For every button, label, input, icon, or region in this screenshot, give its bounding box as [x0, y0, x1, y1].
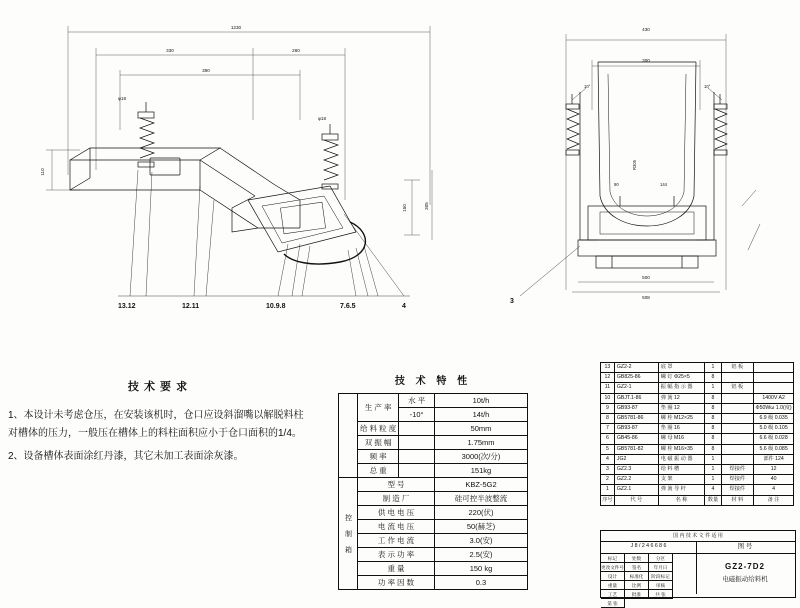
- bom-code: GB825-86: [614, 373, 658, 383]
- tech-sub: [399, 422, 435, 436]
- bom-material: [721, 444, 754, 454]
- bom-no: 5: [601, 444, 615, 454]
- bom-code: GB5781-82: [614, 444, 658, 454]
- bom-material: 焊接件: [721, 465, 754, 475]
- bom-no: 2: [601, 475, 615, 485]
- tb-field: 比例: [625, 581, 649, 590]
- bom-no: 12: [601, 373, 615, 383]
- bom-no: 13: [601, 363, 615, 373]
- tech-key: 生 产 率: [358, 394, 399, 422]
- technical-requirement-item: 2、设备槽体表面涂红丹漆，其它未加工表面涂灰漆。: [8, 451, 244, 463]
- bom-header-mat: 材 料: [721, 495, 754, 505]
- svg-text:330: 330: [166, 48, 174, 53]
- table-row: [601, 363, 794, 373]
- bom-name: 螺 栓 M16×35: [658, 444, 705, 454]
- table-row: [339, 520, 528, 534]
- svg-text:10°: 10°: [584, 84, 591, 89]
- tb-field: 标准化: [625, 572, 649, 581]
- bom-table: [600, 362, 794, 506]
- table-row: [601, 383, 794, 393]
- tech-value: KBZ-5G2: [434, 478, 527, 492]
- tech-group-label: [339, 394, 358, 478]
- bom-qty: 1: [705, 363, 721, 373]
- bom-qty: 1: [705, 465, 721, 475]
- bom-code: GZ2.2: [614, 475, 658, 485]
- title-block-top-note: 国 内 技 术 文 件 适 用: [601, 531, 795, 542]
- bom-header-name: 名 称: [658, 495, 705, 505]
- bom-code: GB93-87: [614, 403, 658, 413]
- table-row: [601, 403, 794, 413]
- technical-requirements-title: 技 术 要 求: [127, 381, 189, 393]
- bom-material: 铝 板: [721, 363, 754, 373]
- table-row: [339, 422, 528, 436]
- technical-requirements-block: [8, 378, 308, 472]
- bom-qty: 8: [705, 434, 721, 444]
- bom-qty: 8: [705, 373, 721, 383]
- bom-name: 弹 簧 12: [658, 393, 705, 403]
- tech-value: 150 kg: [434, 562, 527, 576]
- tech-value: 1.75mm: [434, 436, 527, 450]
- table-row: [601, 475, 794, 485]
- table-row: [339, 562, 528, 576]
- svg-text:144: 144: [660, 182, 667, 187]
- bom-name: 底 罩: [658, 363, 705, 373]
- tech-key: 重 量: [358, 562, 435, 576]
- bom-qty: 1: [705, 454, 721, 464]
- tech-key: 供 电 电 压: [358, 506, 435, 520]
- bom-code: GZ2-1: [614, 383, 658, 393]
- bom-note: 4: [754, 485, 794, 495]
- tech-sub: 水 平: [399, 394, 435, 408]
- bom-name: 螺 栓 M12×25: [658, 414, 705, 424]
- tb-field: 审核: [649, 581, 673, 590]
- tech-value: 151kg: [434, 464, 527, 478]
- technical-requirement-item: 1、本设计未考虑仓压，在安装该机时，仓口应设斜溜嘴以解脱料柱对槽体的压力，一般压在槽体上的料柱面积应小于仓口面积的1/4。: [8, 410, 304, 439]
- tech-key: 电 流 电 压: [358, 520, 435, 534]
- svg-text:305: 305: [424, 202, 429, 210]
- table-row: [339, 576, 528, 590]
- bom-no: 9: [601, 403, 615, 413]
- bom-code: GZ2-2: [614, 363, 658, 373]
- bom-no: 3: [601, 465, 615, 475]
- tech-value: 50(赫芝): [434, 520, 527, 534]
- bom-qty: 1: [705, 475, 721, 485]
- tech-value: 220(伏): [434, 506, 527, 520]
- bom-qty: 8: [705, 414, 721, 424]
- bom-qty: 8: [705, 424, 721, 434]
- tech-value: 50mm: [434, 422, 527, 436]
- title-block-drawing-no-label: 图 号: [737, 543, 753, 550]
- tb-field: 处数: [625, 554, 649, 563]
- tech-value: 3.0(安): [434, 534, 527, 548]
- tb-field: 更改文件号: [601, 564, 624, 570]
- tech-sub: [399, 464, 435, 478]
- svg-text:508: 508: [642, 295, 650, 300]
- callout-3: 3: [510, 298, 514, 305]
- table-row: [339, 478, 528, 492]
- bom-name: 给 料 槽: [658, 465, 705, 475]
- callout-7-6-5: 7.6.5: [340, 303, 356, 310]
- bom-material: [721, 424, 754, 434]
- tb-field: 阶段标记: [649, 572, 673, 581]
- bom-no: 7: [601, 424, 615, 434]
- table-row: [339, 534, 528, 548]
- bom-header-qty: 数量: [705, 495, 721, 505]
- table-row: [601, 465, 794, 475]
- bom-code: JG2: [614, 454, 658, 464]
- svg-text:150: 150: [402, 204, 407, 212]
- table-row: [601, 424, 794, 434]
- bom-name: 垫 圈 16: [658, 424, 705, 434]
- bom-note: 12: [754, 465, 794, 475]
- tech-key: 型 号: [358, 478, 435, 492]
- tech-group-label: 控 制 箱: [339, 478, 358, 590]
- bom-name: 螺 母 M16: [658, 434, 705, 444]
- tech-key: 总 重: [358, 464, 399, 478]
- table-row: [601, 414, 794, 424]
- tb-field: 第 张: [601, 599, 625, 608]
- bom-qty: 4: [705, 485, 721, 495]
- svg-text:φ18: φ18: [317, 116, 327, 121]
- bom-note: [754, 373, 794, 383]
- tech-key: 给 料 粒 度: [358, 422, 399, 436]
- tech-key: 制 造 厂: [358, 492, 435, 506]
- bill-of-materials: [600, 362, 794, 506]
- bom-material: [721, 393, 754, 403]
- bom-header-row: [601, 495, 794, 505]
- tech-key: 工 作 电 流: [358, 534, 435, 548]
- tech-value: 14t/h: [434, 408, 527, 422]
- tb-field: 签名: [625, 563, 649, 572]
- bom-note: 6.6 级 0.028: [754, 434, 794, 444]
- bom-no: 10: [601, 393, 615, 403]
- bom-note: 5.6 级 0.085: [754, 444, 794, 454]
- tech-key: 双 振 幅: [358, 436, 399, 450]
- bom-material: 焊接件: [721, 475, 754, 485]
- table-row: [601, 434, 794, 444]
- tb-field: 共 张: [649, 590, 673, 599]
- tb-field: 年月日: [649, 563, 673, 572]
- callout-4: 4: [402, 303, 406, 310]
- tech-sub: -10°: [399, 408, 435, 422]
- bom-material: 焊接件: [721, 485, 754, 495]
- technical-characteristics-title: 技 术 特 性: [394, 376, 472, 387]
- bom-qty: 8: [705, 403, 721, 413]
- bom-no: 8: [601, 414, 615, 424]
- bom-name: 电 磁 振 动 器: [658, 454, 705, 464]
- table-row: [339, 464, 528, 478]
- svg-text:390: 390: [202, 68, 210, 73]
- bom-material: [721, 414, 754, 424]
- bom-no: 4: [601, 454, 615, 464]
- bom-qty: 8: [705, 393, 721, 403]
- bom-name: 支 架: [658, 475, 705, 485]
- bom-name: 螺 钉 Φ25×5: [658, 373, 705, 383]
- tb-field: 设计: [601, 572, 625, 581]
- technical-characteristics-block: [338, 372, 528, 590]
- bom-qty: 1: [705, 383, 721, 393]
- bom-code: GBJT.1-86: [614, 393, 658, 403]
- bom-note: 6.9 级 0.035: [754, 414, 794, 424]
- bom-header-note: 备 注: [754, 495, 794, 505]
- bom-material: [721, 403, 754, 413]
- bom-note: [754, 363, 794, 373]
- bom-note: [754, 383, 794, 393]
- bom-header-no: 序号: [601, 495, 615, 505]
- tech-sub: [399, 436, 435, 450]
- svg-text:110: 110: [40, 168, 45, 176]
- table-row: [339, 436, 528, 450]
- tech-value: 2.5(安): [434, 548, 527, 562]
- bom-name: 振 幅 指 示 器: [658, 383, 705, 393]
- tech-value: 3000(次/分): [434, 450, 527, 464]
- bom-no: 1: [601, 485, 615, 495]
- svg-text:260: 260: [292, 48, 300, 53]
- bom-code: GB5781-86: [614, 414, 658, 424]
- bom-note: 1400V A2: [754, 393, 794, 403]
- bom-note: 5.0 级 0.105: [754, 424, 794, 434]
- svg-text:10°: 10°: [704, 84, 711, 89]
- tb-field: 重量: [601, 581, 625, 590]
- bom-header-code: 代 号: [614, 495, 658, 505]
- table-row: [339, 492, 528, 506]
- title-block: [600, 530, 796, 606]
- callout-12-11: 12.11: [182, 303, 200, 310]
- table-row: [339, 394, 528, 408]
- bom-material: [721, 454, 754, 464]
- bom-code: GZ2.3: [614, 465, 658, 475]
- table-row: [601, 485, 794, 495]
- tech-value: 硅可控半波整流: [434, 492, 527, 506]
- table-row: [601, 373, 794, 383]
- svg-text:300: 300: [642, 58, 650, 63]
- tech-key: 功 率 因 数: [358, 576, 435, 590]
- technical-characteristics-table: [338, 393, 528, 590]
- svg-text:φ18: φ18: [117, 96, 127, 101]
- tech-value: 0.3: [434, 576, 527, 590]
- callout-13-12: 13.12: [118, 303, 136, 310]
- svg-text:1230: 1230: [230, 25, 242, 30]
- bom-note: 40: [754, 475, 794, 485]
- drawing-title: 电磁振动给料机: [722, 576, 768, 584]
- table-row: [601, 444, 794, 454]
- tb-field: 批准: [625, 590, 649, 599]
- svg-text:500: 500: [642, 275, 650, 280]
- bom-code: GZ2.1: [614, 485, 658, 495]
- bom-no: 6: [601, 434, 615, 444]
- tech-key: 表 示 功 率: [358, 548, 435, 562]
- table-row: [339, 450, 528, 464]
- bom-note: 部件 124: [754, 454, 794, 464]
- table-row: [601, 393, 794, 403]
- bom-code: GB45-86: [614, 434, 658, 444]
- svg-text:R305: R305: [632, 159, 637, 170]
- tech-key: 频 率: [358, 450, 399, 464]
- table-row: [339, 548, 528, 562]
- bom-material: 铝 板: [721, 383, 754, 393]
- tb-field: 标记: [601, 554, 625, 563]
- svg-text:430: 430: [642, 27, 650, 32]
- svg-text:90: 90: [614, 182, 619, 187]
- drawing-number: GZ2-7D2: [725, 562, 765, 572]
- bom-name: 垫 圈 12: [658, 403, 705, 413]
- callout-10-9-8: 10.9.8: [266, 303, 286, 310]
- bom-material: [721, 434, 754, 444]
- tb-field: 工艺: [601, 590, 625, 599]
- title-block-doc-code: J 8 / 2 4 6 6 8 6: [601, 542, 697, 553]
- tech-value: 10t/h: [434, 394, 527, 408]
- table-row: [339, 506, 528, 520]
- tech-sub: [399, 450, 435, 464]
- bom-code: GB93-87: [614, 424, 658, 434]
- bom-no: 11: [601, 383, 615, 393]
- tb-field: 分区: [649, 554, 673, 563]
- bom-material: [721, 373, 754, 383]
- bom-qty: 8: [705, 444, 721, 454]
- bom-note: Φ50Wω 1.0(度): [754, 403, 794, 413]
- bom-name: 弹 簧 导 杆: [658, 485, 705, 495]
- table-row: [601, 454, 794, 464]
